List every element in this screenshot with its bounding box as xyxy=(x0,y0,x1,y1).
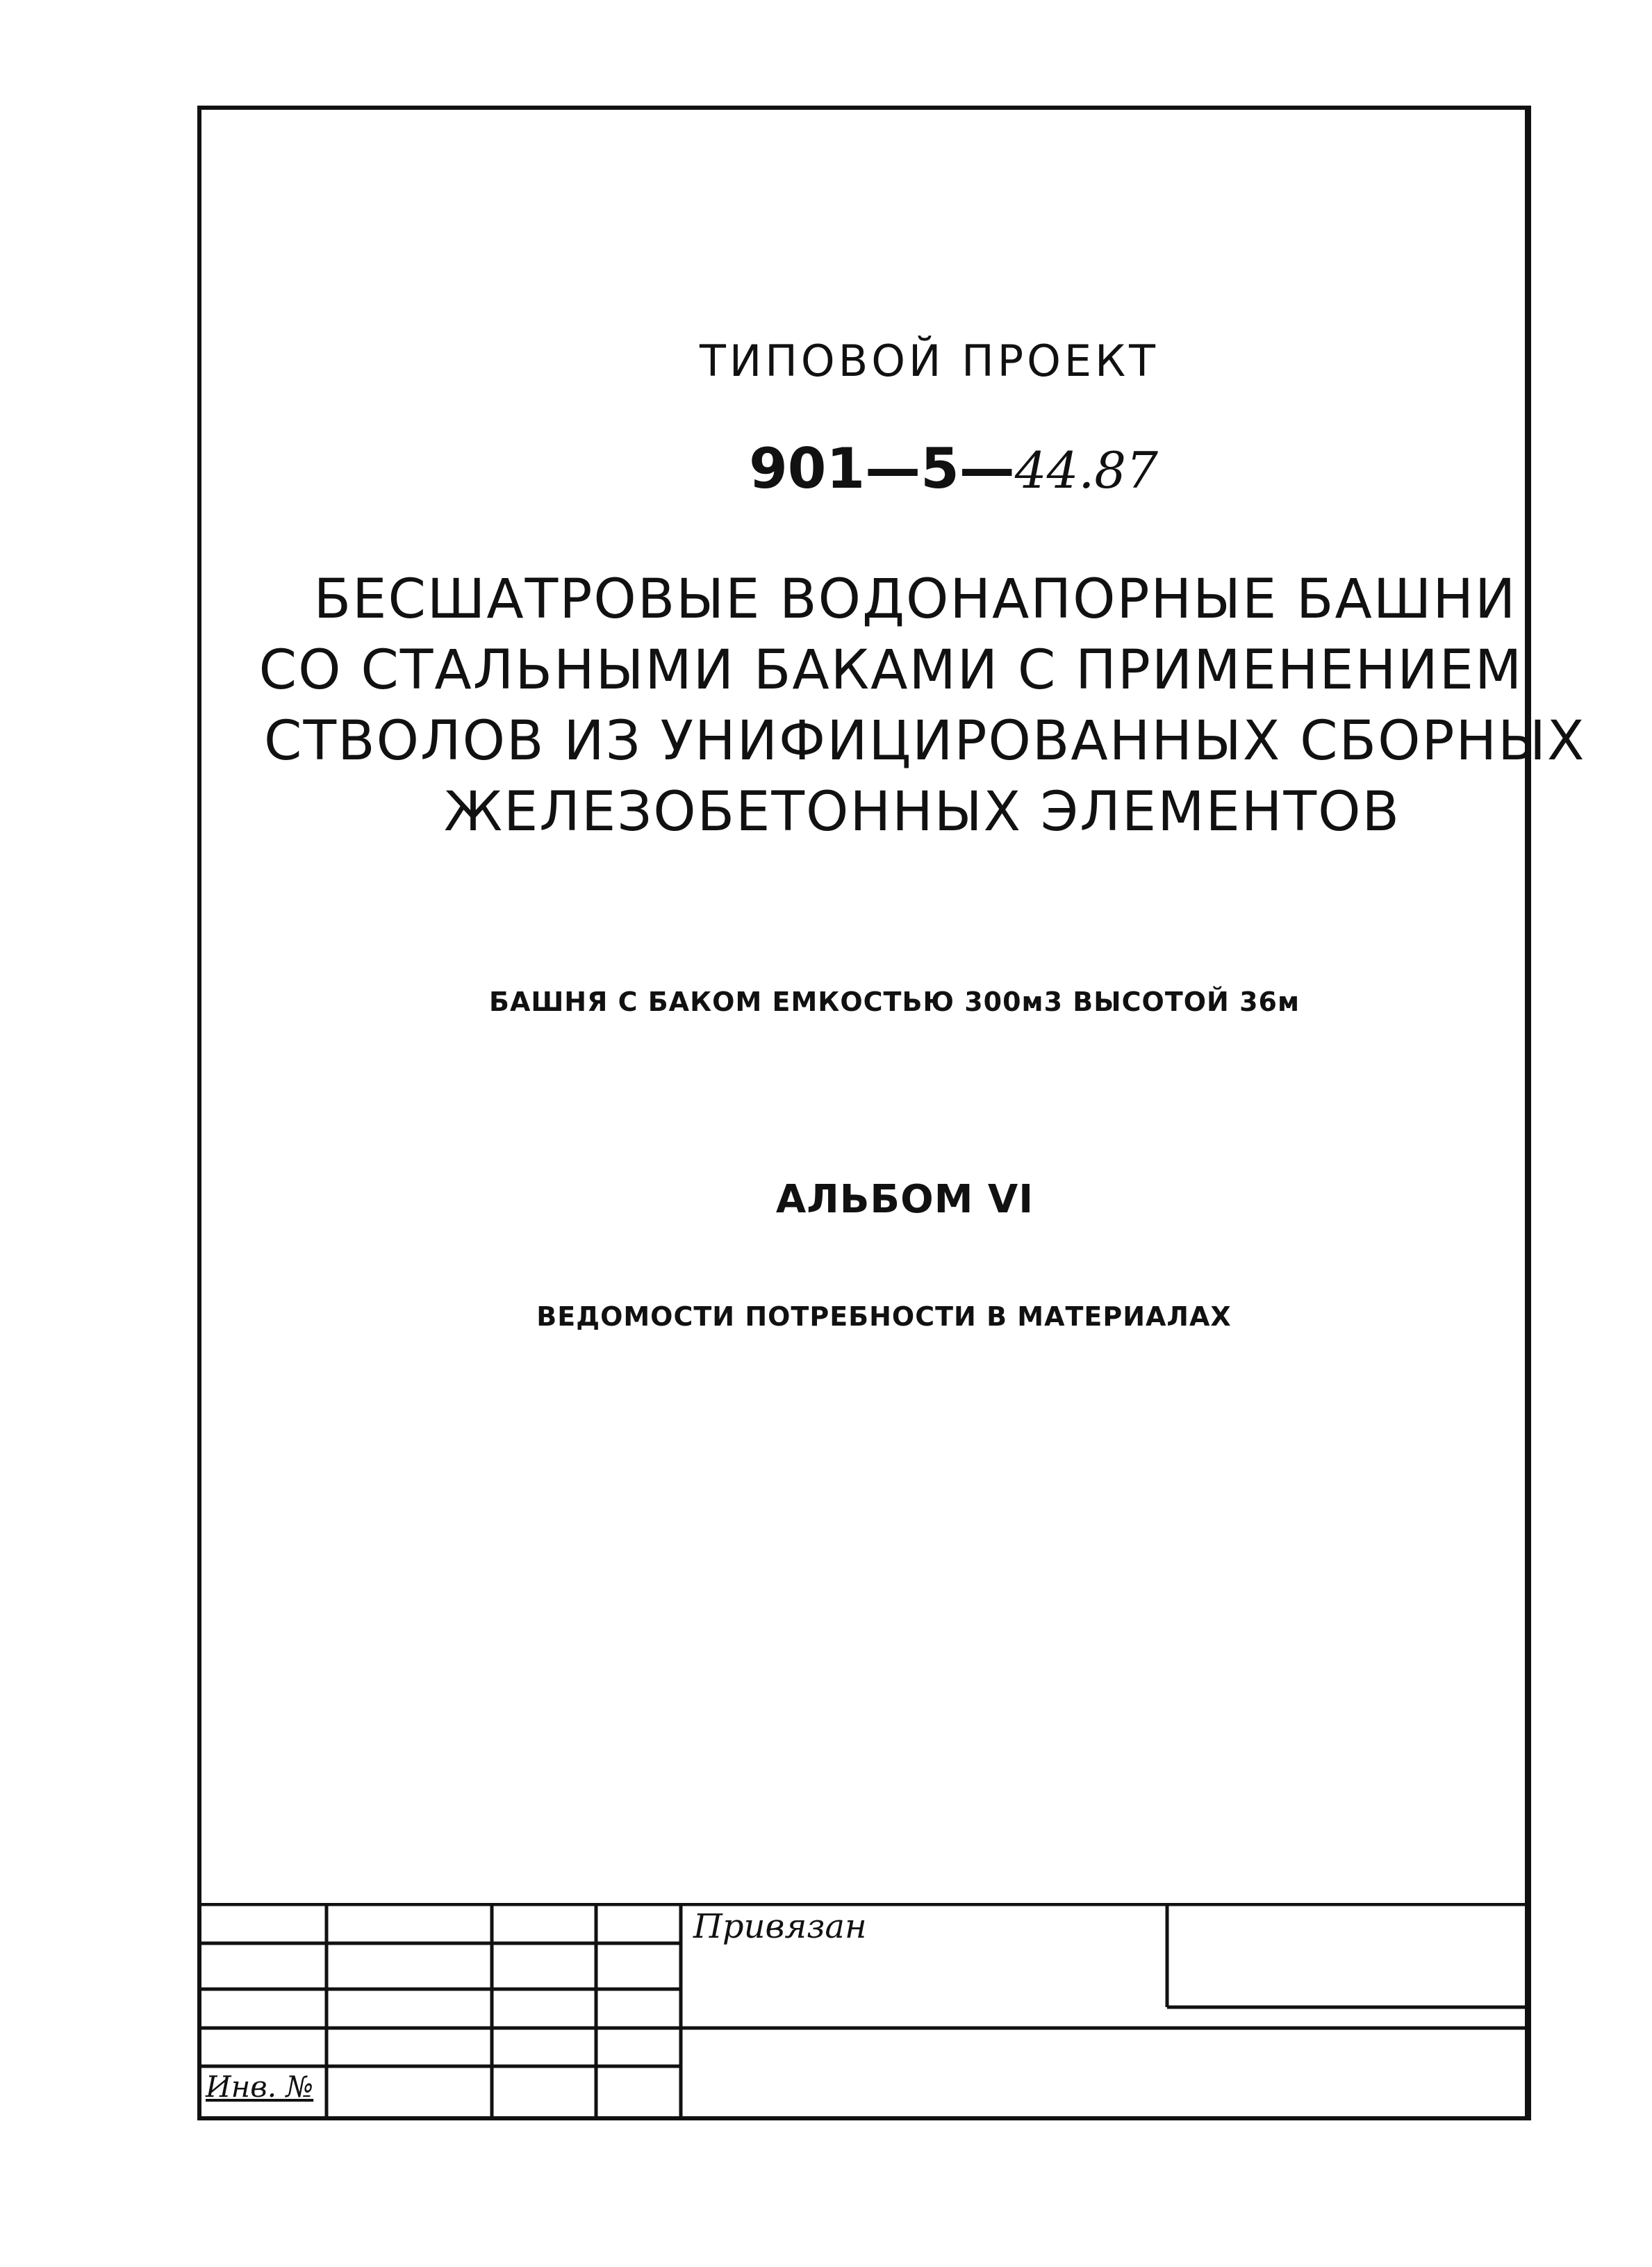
album-number: АЛЬБОМ VI xyxy=(775,1177,1034,1222)
title-line-2: СО СТАЛЬНЫМИ БАКАМИ С ПРИМЕНЕНИЕМ xyxy=(258,639,1523,702)
project-code xyxy=(201,436,1525,501)
title-line-1: БЕСШАТРОВЫЕ ВОДОНАПОРНЫЕ БАШНИ xyxy=(313,568,1517,631)
inventory-number-label: Инв. № xyxy=(206,2070,314,2104)
title-block-stamp xyxy=(201,1903,1525,2116)
project-type-label: ТИПОВОЙ ПРОЕКТ xyxy=(700,336,1159,386)
drawing-frame xyxy=(197,106,1586,2120)
project-code-handwritten: 44.87 xyxy=(1014,441,1158,500)
album-subject: ВЕДОМОСТИ ПОТРЕБНОСТИ В МАТЕРИАЛАХ xyxy=(536,1301,1232,1332)
project-code-printed: 901—5— xyxy=(749,436,1015,501)
tower-subtitle: БАШНЯ С БАКОМ ЕМКОСТЬЮ 300м3 ВЫСОТОЙ 36м xyxy=(488,987,1300,1017)
title-line-3: СТВОЛОВ ИЗ УНИФИЦИРОВАННЫХ СБОРНЫХ xyxy=(264,710,1586,773)
privyazan-label: Привязан xyxy=(693,1907,867,1946)
title-line-4: ЖЕЛЕЗОБЕТОННЫХ ЭЛЕМЕНТОВ xyxy=(443,781,1401,843)
